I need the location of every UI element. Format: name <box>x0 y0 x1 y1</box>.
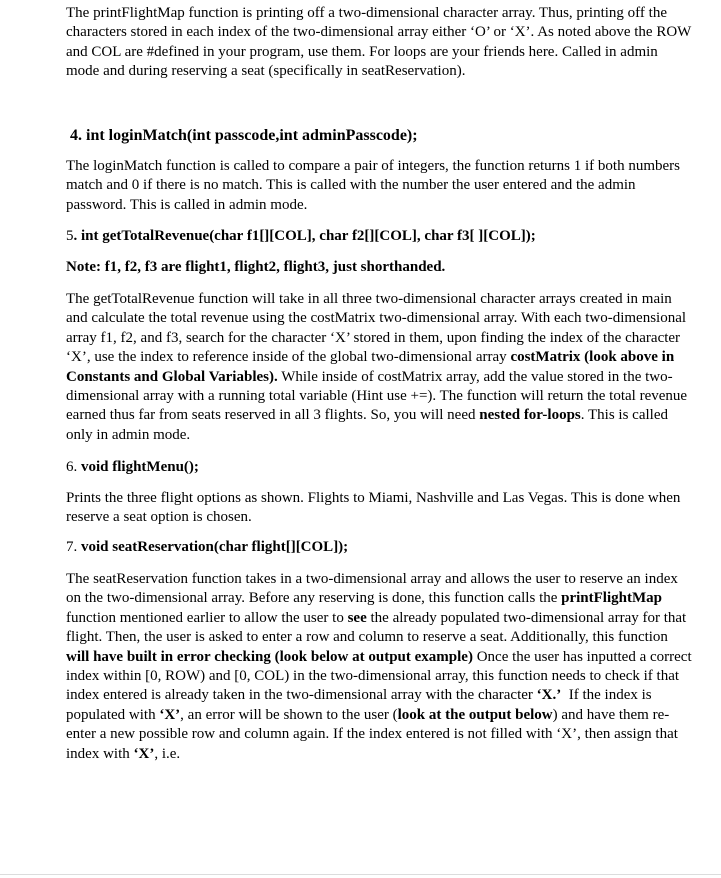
section-7-body-14: ‘X’ <box>133 745 155 762</box>
section-5-body-a: The getTotalRevenue function will take in all three two-dimensional character arrays created in main and calculate the total revenue using the costMatrix two-dimensional array. With each two-dimensional array f1, f2, and f3, search for the character ‘X’ stored in them, upon finding the index of the character ‘X’, use the index to reference inside of the global two-dimensional array <box>66 291 687 366</box>
section-6-heading <box>66 458 199 477</box>
section-7-heading <box>66 538 348 557</box>
section-5-number: 5 <box>66 228 74 244</box>
section-7-body-15: , i.e. <box>154 745 181 762</box>
section-4-heading: 4. int loginMatch(int passcode,int adminPasscode); <box>70 127 418 144</box>
page-bottom-divider <box>0 874 721 875</box>
section-5-body <box>66 290 692 445</box>
section-7-body-8: ‘X.’ <box>536 687 562 704</box>
section-7-body-5: the already populated two-dimensional array for that flight. Then, the user is asked to enter a row and column to reserve a seat. Additionally, this function <box>66 609 687 646</box>
section-5-body-e: . This is called only in admin mode. <box>66 407 668 443</box>
section-7-body-7: Once the user has inputted a correct index within [0, ROW) and [0, COL) in the two-dimensional array, this function needs to check if that index entered is already taken in the two-dimensional array with the character <box>66 648 692 704</box>
section-7-body-6: will have built in error checking (look below at output example) <box>66 648 473 665</box>
section-5-body-c: While inside of costMatrix array, add the value stored in the two-dimensional array with a running total variable (Hint use +=). The function will return the total revenue earned thus far from seats reserved in all 3 flights. So, you will need <box>66 368 688 424</box>
section-7-body-9: If the index is populated with <box>66 687 656 723</box>
section-7-body-13: ) and have them re-enter a new possible row and column again. If the index entered is not filled with ‘X’, then assign that index with <box>66 706 678 762</box>
section-6-number: 6. <box>66 459 81 475</box>
section-7-body-11: , an error will be shown to the user ( <box>180 706 398 723</box>
section-5-note: Note: f1, f2, f3 are flight1, flight2, flight3, just shorthanded. <box>66 259 446 275</box>
section-5-body-d: nested for-loops <box>479 407 581 424</box>
print-flight-map-paragraph: The printFlightMap function is printing off a two-dimensional character array. Thus, printing off the characters stored in each index of the two-dimensional array either ‘O’ or ‘X’. As noted above the ROW and COL are #defined in your program, use them. For loops are your friends here. Called in admin mode and during reserving a seat (specifically in seatReservation). <box>66 5 692 80</box>
section-5-signature: . int getTotalRevenue(char f1[][COL], char f2[][COL], char f3[ ][COL]); <box>73 228 536 244</box>
section-7-body-12: look at the output below <box>397 706 553 723</box>
section-7-body-4: see <box>347 609 367 626</box>
section-5-body-b: costMatrix (look above in Constants and Global Variables). <box>66 349 675 385</box>
section-5-heading <box>66 227 536 246</box>
section-7-body-2: printFlightMap <box>561 590 662 607</box>
section-7-body-10: ‘X’ <box>159 706 181 723</box>
section-4-body: The loginMatch function is called to compare a pair of integers, the function returns 1 if both numbers match and 0 if there is no match. This is called with the number the user entered and the admin password. This is called in admin mode. <box>66 158 680 213</box>
section-7-body <box>66 570 692 764</box>
section-7-number: 7. <box>66 539 81 555</box>
section-7-body-1: The seatReservation function takes in a two-dimensional array and allows the user to reserve an index on the two-dimensional array. Before any reserving is done, this function calls the <box>66 571 678 607</box>
section-7-body-3: function mentioned earlier to allow the user to <box>66 609 348 626</box>
section-6-signature: void flightMenu(); <box>81 459 199 475</box>
section-6-body: Prints the three flight options as shown. Flights to Miami, Nashville and Las Vegas. This is done when reserve a seat option is chosen. <box>66 490 681 526</box>
section-7-signature: void seatReservation(char flight[][COL]); <box>81 539 349 555</box>
